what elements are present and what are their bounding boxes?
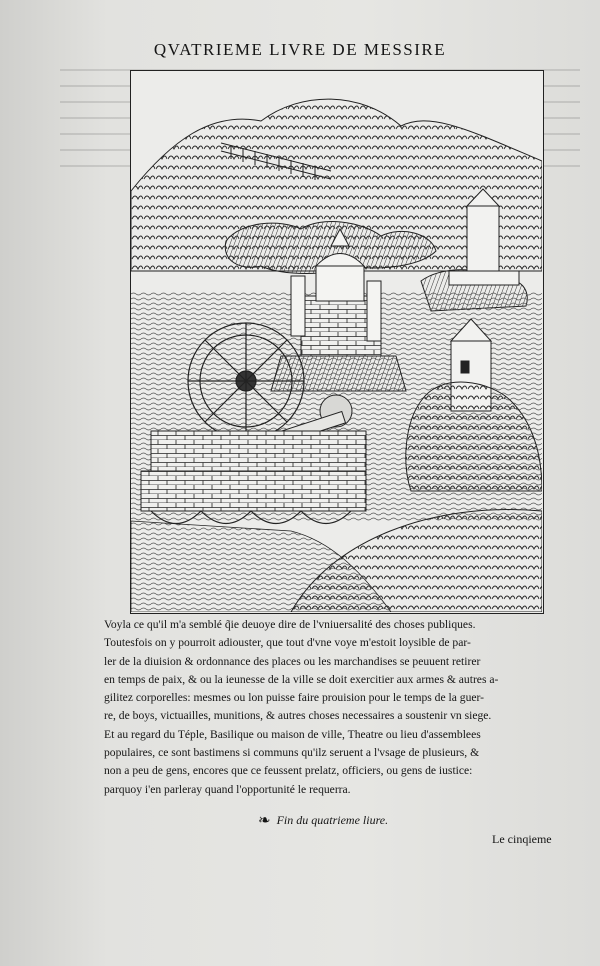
body-line: parquoy i'en parleray quand l'opportunité le requerra. [104, 782, 351, 796]
catchword: Le cinqieme [492, 832, 552, 846]
body-line: populaires, ce sont bastimens si communs qu'ilz seruent a l'vsage de plusieurs, & [104, 746, 480, 760]
body-line: ler de la diuision & ordonnance des places ou les marchandises se peuuent retirer [104, 654, 481, 668]
body-line: non a peu de gens, encores que ce feussent prelatz, officiers, ou gens de iustice: [104, 764, 473, 778]
body-line: gilitez corporelles: mesmes ou lon puisse faire prouision pour le temps de la guer- [104, 691, 485, 705]
body-line: Et au regard du Téple, Basilique ou maison de ville, Theatre ou lieu d'assemblees [104, 727, 481, 741]
woodcut-illustration [130, 70, 544, 614]
running-head: QVATRIEME LIVRE DE MESSIRE [153, 40, 447, 59]
fleuron-icon: ❧ [258, 813, 271, 829]
colophon [258, 811, 518, 830]
body-line: Toutesfois on y pourroit adiouster, que tout d'vne voye m'estoit loysible de par- [104, 636, 471, 650]
woodcut-castle-waterwheel-icon [131, 71, 542, 612]
colophon-text: Fin du quatrieme liure. [276, 813, 389, 827]
body-line: re, de boys, victuailles, munitions, & autres choses necessaires a soustenir vn siege. [104, 709, 492, 723]
body-text [104, 616, 564, 799]
body-line: en temps de paix, & ou la ieunesse de la ville se doit exercitier aux armes & autres a- [104, 672, 499, 686]
body-line: Voyla ce qu'il m'a semblé q̃ie deuoye dire de l'vniuersalité des choses publiques. [104, 618, 476, 631]
